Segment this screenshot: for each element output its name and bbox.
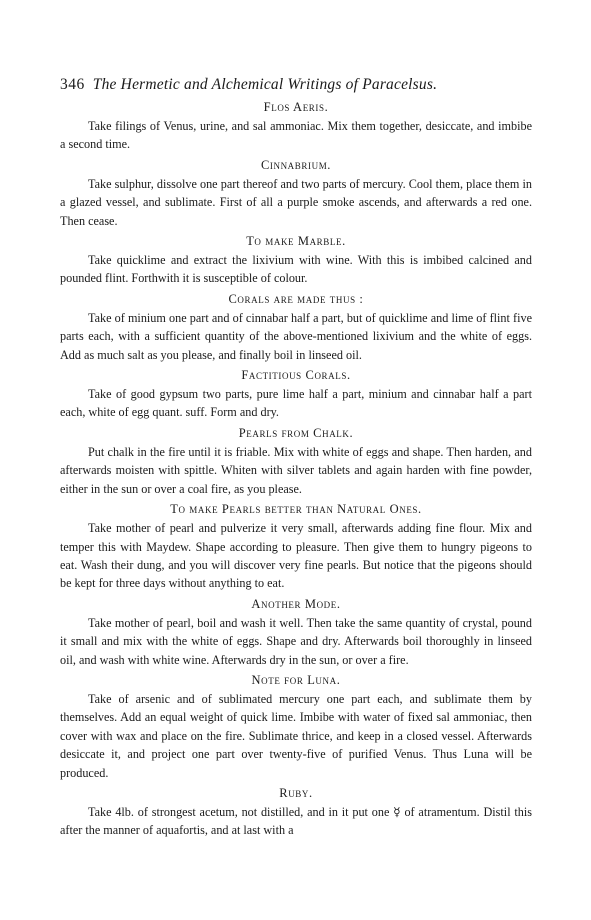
section-text: Take mother of pearl and pulverize it very small, afterwards adding fine flour. Mix and temper this with Maydew. Shape according to pleasure. Then give them to hungry pigeons to eat. Wash their dung, and you will discover very fine pearls. But notice that the pigeons should be kept for three days without anything to eat. (60, 521, 532, 591)
section-factitious-corals (60, 368, 532, 422)
section-heading: Another Mode. (251, 596, 341, 611)
section-text: Take of minium one part and of cinnabar half a part, but of quicklime and lime of flint five parts each, with a sufficient quantity of the above-mentioned lixivium and the white of eggs. Add as much salt as you please, and finally boil in linseed oil. (60, 310, 532, 362)
section-heading: Flos Aeris. (263, 100, 329, 114)
section-cinnabrium (60, 158, 532, 230)
section-corals (60, 292, 532, 364)
section-note-for-luna (60, 673, 532, 782)
section-text: Take of arsenic and of sublimated mercury one part each, and sublimate them by themselves. Add an equal weight of quick lime. Imbibe with water of fixed sal ammoniac, then cover with wax and place on the fire. Sublimate thrice, and keep in a closed vessel. Afterwards desiccate it, and project one part over twenty-five of purified Venus. Thus Luna will be produced. (60, 691, 532, 780)
section-text: Take filings of Venus, urine, and sal ammoniac. Mix them together, desiccate, and imbibe a second time. (60, 119, 532, 152)
section-another-mode (60, 597, 532, 669)
section-heading: Factitious Corals. (241, 368, 351, 383)
section-text: Put chalk in the fire until it is friable. Mix with white of eggs and shape. Then harden, and afterwards moisten with spittle. Whiten with silver tablets and again harden with fine powder, either in the sun or over a coal fire, as you please. (60, 444, 532, 496)
section-text: Take mother of pearl, boil and wash it well. Then take the same quantity of crystal, pound it small and mix with the white of eggs. Shape and dry. Afterwards boil thoroughly in linseed oil, and wash with white wine. Afterwards dry in the sun, or over a fire. (60, 615, 532, 667)
section-heading: To make Marble. (246, 234, 346, 249)
section-heading: Pearls from Chalk. (238, 425, 354, 440)
section-text: Take 4lb. of strongest acetum, not distilled, and in it put one ☿ of atramentum. Distil this after the manner of aquafortis, and at last with a (60, 804, 532, 838)
page-number: 346 (60, 76, 85, 93)
section-pearls-from-chalk (60, 426, 532, 498)
section-flos-aeris (60, 100, 532, 154)
section-heading: Corals are made thus : (228, 291, 364, 306)
section-text: Take quicklime and extract the lixivium with wine. With this is imbibed calcined and pounded flint. Forthwith it is susceptible of colour. (60, 253, 532, 286)
section-heading: To make Pearls better than Natural Ones. (170, 502, 422, 517)
section-text: Take sulphur, dissolve one part thereof and two parts of mercury. Cool them, place them in a glazed vessel, and sublimate. First of all a purple smoke ascends, and afterwards a red one. Then cease. (60, 176, 532, 228)
section-heading: Note for Luna. (251, 672, 341, 687)
section-marble (60, 234, 532, 288)
section-heading: Cinnabrium. (260, 157, 332, 172)
section-ruby (60, 786, 532, 840)
section-heading: Ruby. (279, 785, 313, 800)
book-page (60, 76, 532, 840)
section-text: Take of good gypsum two parts, pure lime half a part, minium and cinnabar half a part each, white of egg quant. suff. Form and dry. (60, 387, 532, 420)
running-title: The Hermetic and Alchemical Writings of Paracelsus. (92, 76, 438, 93)
running-head (60, 76, 532, 94)
section-better-pearls (60, 502, 532, 593)
